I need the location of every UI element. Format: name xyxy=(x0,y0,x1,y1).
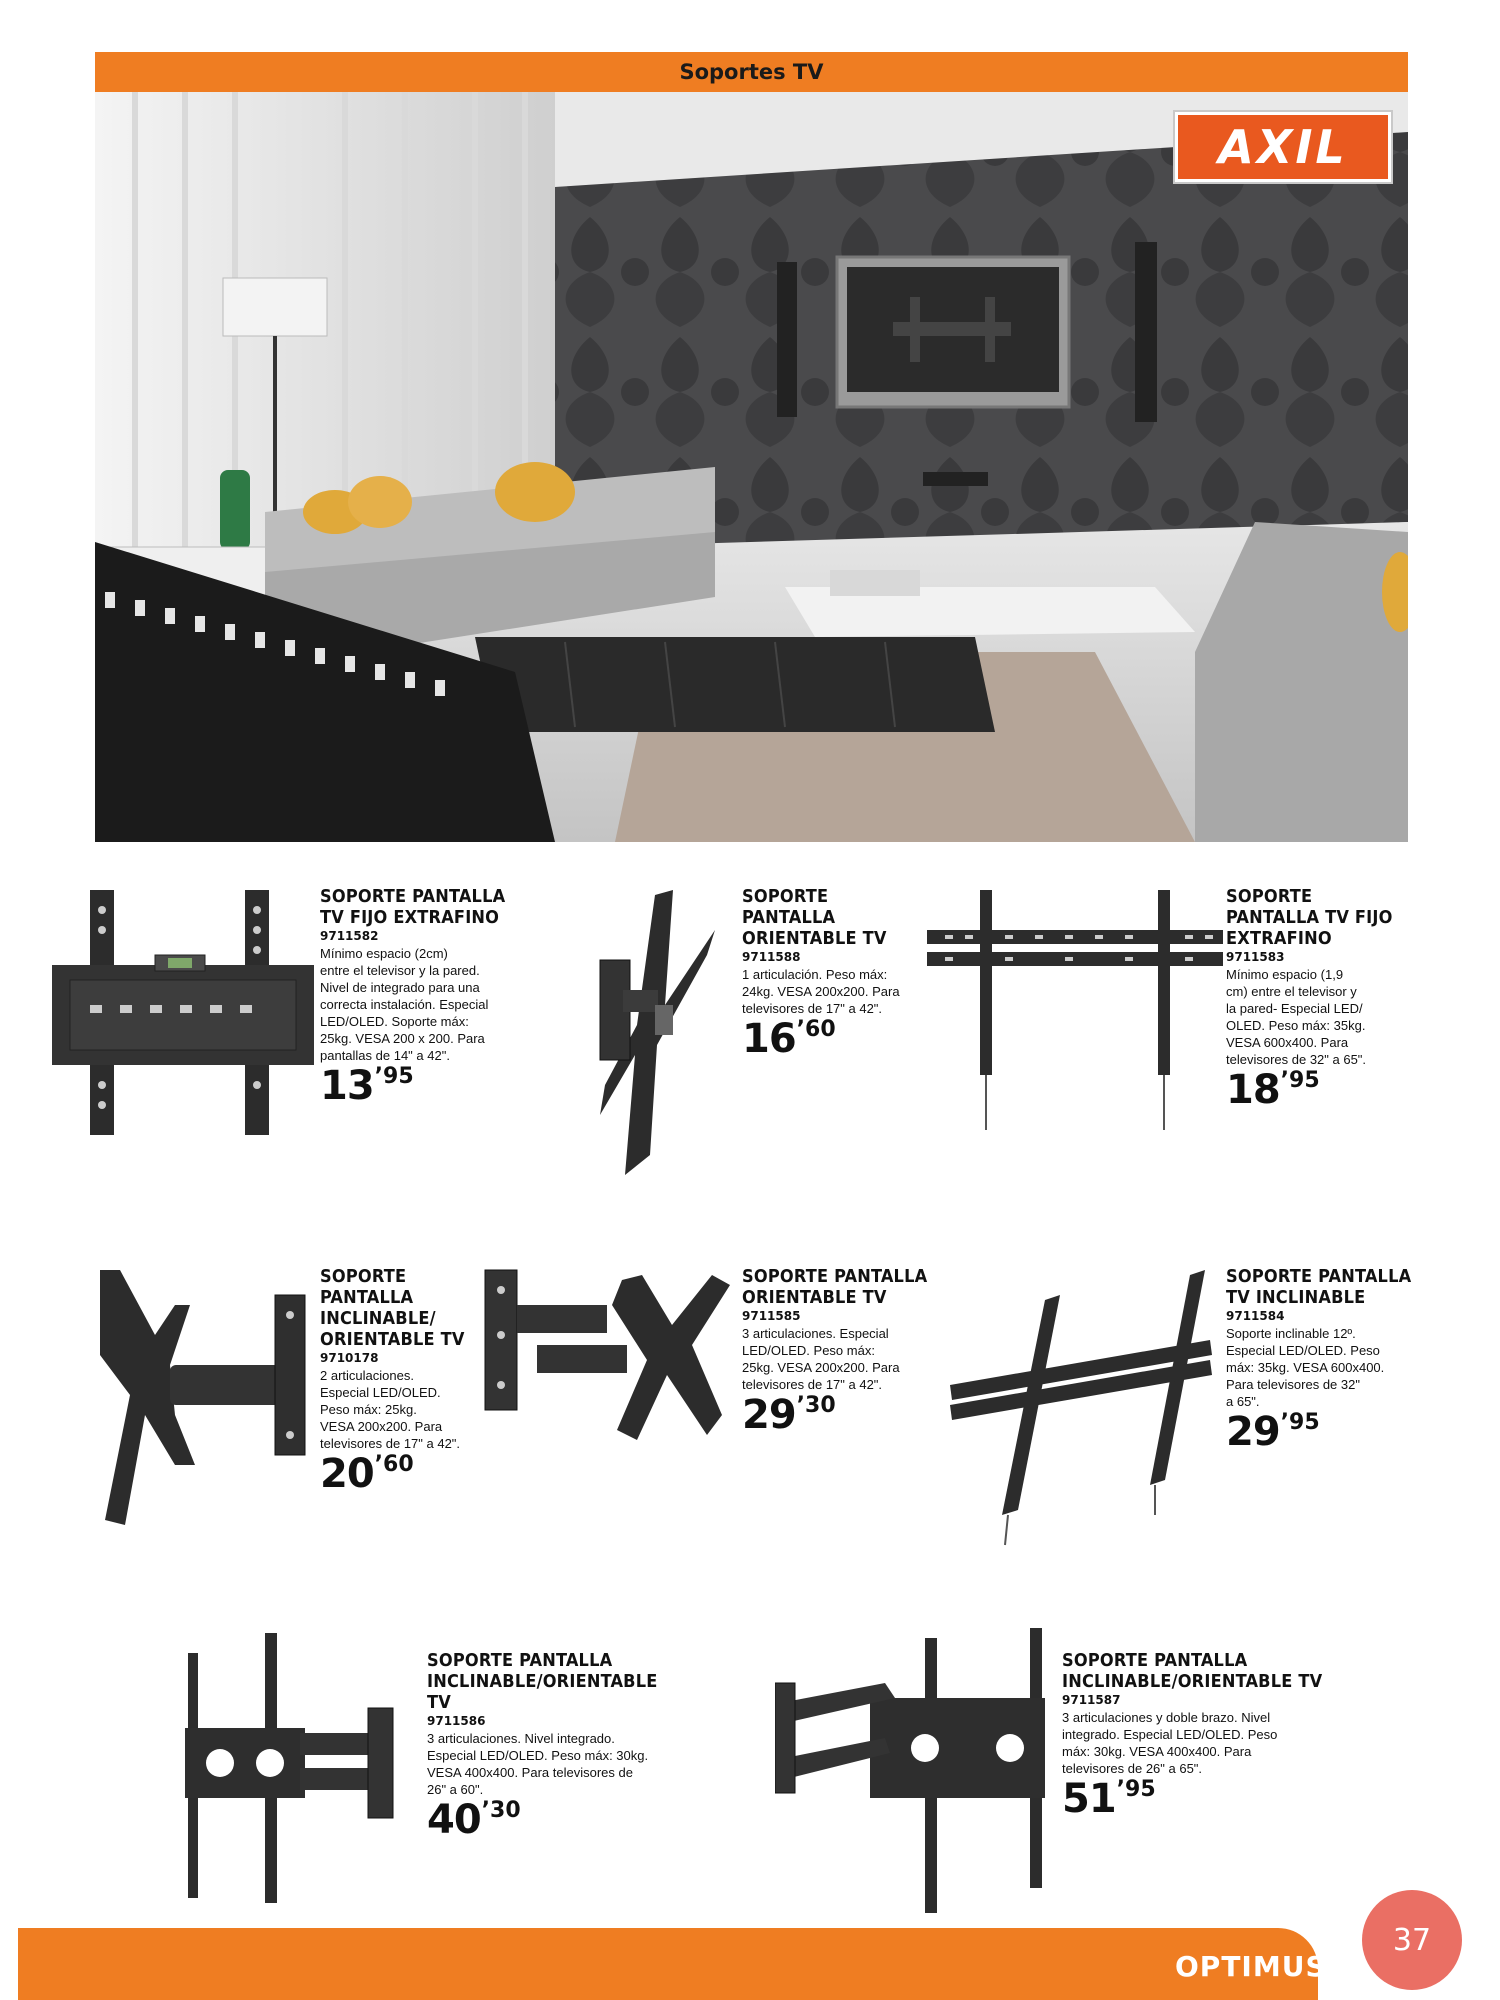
page-number: 37 xyxy=(1392,1922,1432,1958)
product-card xyxy=(1226,886,1426,1113)
product-ref: 9711587 xyxy=(1062,1693,1121,1707)
product-price: $18^{’95}$ xyxy=(1226,1067,1320,1113)
product-card xyxy=(742,886,942,1062)
large-fixed-tv-mount-icon xyxy=(925,885,1225,1140)
tilting-tv-mount-icon xyxy=(950,1270,1220,1555)
swivel-tv-mount-icon xyxy=(595,885,715,1180)
optimus-logo: OPTIMUS xyxy=(1175,1950,1327,1983)
articulated-tv-mount-icon xyxy=(482,1265,732,1460)
product-ref: 9710178 xyxy=(320,1351,379,1365)
product-description: 1 articulación. Peso máx: 24kg. VESA 200x200. Para televisores de 17" a 42". xyxy=(742,967,900,1016)
product-title: SOPORTE PANTALLA TV INCLINABLE xyxy=(1226,1266,1412,1308)
product-price: $29^{’95}$ xyxy=(1226,1409,1320,1455)
product-card xyxy=(1226,1266,1426,1455)
product-card xyxy=(742,1266,942,1438)
product-price: $20^{’60}$ xyxy=(320,1451,414,1497)
fixed-tv-mount-icon xyxy=(50,885,320,1145)
full-motion-tv-mount-icon xyxy=(180,1628,400,1913)
section-title: Soportes TV xyxy=(679,60,824,84)
product-card xyxy=(320,886,520,1109)
product-description: Mínimo espacio (2cm) entre el televisor y la pared. Nivel de integrado para una correcta instalación. Especial LED/OLED. Soporte máx: 25kg. VESA 200 x 200. Para pantallas de 14" a 42". xyxy=(320,946,489,1063)
product-ref: 9711585 xyxy=(742,1309,801,1323)
product-description: 2 articulaciones. Especial LED/OLED. Peso máx: 25kg. VESA 200x200. Para televisores de 17" a 42". xyxy=(320,1368,461,1451)
product-price: $16^{’60}$ xyxy=(742,1016,836,1062)
tilt-swivel-tv-mount-icon xyxy=(95,1265,315,1530)
product-title: SOPORTE PANTALLA INCLINABLE/ ORIENTABLE TV xyxy=(320,1266,465,1350)
product-title: SOPORTE PANTALLA TV FIJO EXTRAFINO xyxy=(320,886,506,928)
product-price: $29^{’30}$ xyxy=(742,1392,836,1438)
product-description: 3 articulaciones. Especial LED/OLED. Peso máx: 25kg. VESA 200x200. Para televisores de 17" a 42". xyxy=(742,1326,900,1392)
double-arm-tv-mount-icon xyxy=(775,1628,1055,1923)
product-card xyxy=(427,1650,687,1843)
footer-bar xyxy=(18,1928,1318,2000)
product-title: SOPORTE PANTALLA INCLINABLE/ORIENTABLE TV xyxy=(427,1650,658,1713)
product-title: SOPORTE PANTALLA ORIENTABLE TV xyxy=(742,886,887,949)
product-ref: 9711582 xyxy=(320,929,379,943)
axil-logo: AXIL xyxy=(1175,112,1391,182)
product-description: Soporte inclinable 12º. Especial LED/OLED. Peso máx: 35kg. VESA 600x400. Para televisores de 32" a 65". xyxy=(1226,1326,1385,1409)
hero-living-room-image xyxy=(95,92,1408,842)
product-ref: 9711583 xyxy=(1226,950,1285,964)
product-title: SOPORTE PANTALLA INCLINABLE/ORIENTABLE TV xyxy=(1062,1650,1323,1692)
product-price: $40^{’30}$ xyxy=(427,1797,521,1843)
product-ref: 9711586 xyxy=(427,1714,486,1728)
product-ref: 9711588 xyxy=(742,950,801,964)
product-ref: 9711584 xyxy=(1226,1309,1285,1323)
section-header xyxy=(95,52,1408,92)
product-title: SOPORTE PANTALLA TV FIJO EXTRAFINO xyxy=(1226,886,1393,949)
product-card xyxy=(1062,1650,1332,1822)
product-description: 3 articulaciones. Nivel integrado. Especial LED/OLED. Peso máx: 30kg. VESA 400x400. Para televisores de 26" a 60". xyxy=(427,1731,649,1797)
product-price: $51^{’95}$ xyxy=(1062,1776,1156,1822)
product-description: 3 articulaciones y doble brazo. Nivel integrado. Especial LED/OLED. Peso máx: 30kg. VESA 400x400. Para televisores de 26" a 65". xyxy=(1062,1710,1278,1776)
product-price: $13^{’95}$ xyxy=(320,1063,414,1109)
product-description: Mínimo espacio (1,9 cm) entre el televisor y la pared- Especial LED/ OLED. Peso máx: 35kg. VESA 600x400. Para televisores de 32" a 65". xyxy=(1226,967,1367,1067)
page-number-badge xyxy=(1362,1890,1462,1990)
product-title: SOPORTE PANTALLA ORIENTABLE TV xyxy=(742,1266,928,1308)
